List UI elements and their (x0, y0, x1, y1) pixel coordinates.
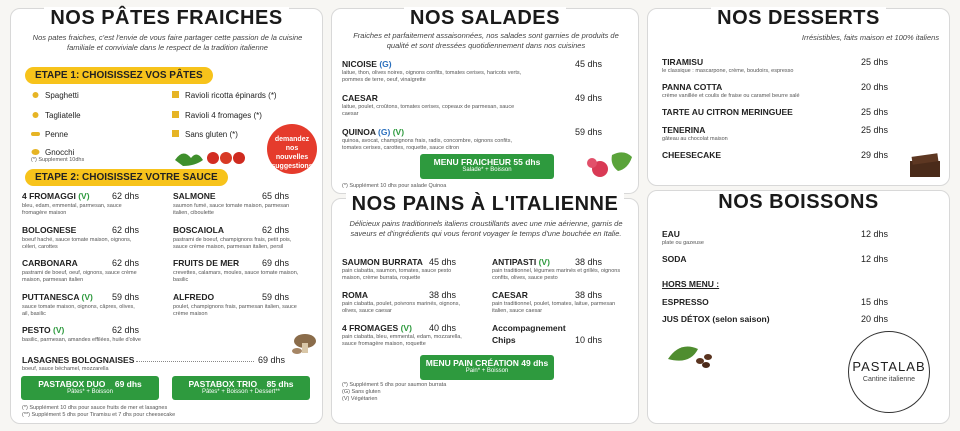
menu-item-price: 25 dhs (860, 107, 888, 117)
pates-supplement: (*) Supplement 10dhs (31, 157, 85, 163)
pains-note-1: (*) Supplément 5 dhs pour saumon burrata (342, 382, 447, 388)
menu-item-price: 49 dhs (574, 93, 602, 103)
menu-item-name: ANTIPASTI (V) (492, 257, 550, 267)
diet-tag: (V) (398, 323, 412, 333)
menu-item-name: ALFREDO (173, 291, 215, 302)
pastalab-logo (848, 331, 930, 413)
boissons-title: NOS BOISSONS (648, 191, 949, 214)
menu-item-desc: crème vanillée et coulis de fraise ou caramel beurre salé (662, 93, 800, 99)
menu-item-price: 38 dhs (574, 290, 602, 300)
diet-tag: (G) (375, 127, 393, 137)
pains-note-3: (V) Végétarien (342, 396, 378, 402)
menu-item-price: 15 dhs (860, 297, 888, 307)
pastabox-duo-sub: Pâtes* + Boisson (67, 389, 113, 395)
desserts-panel (647, 8, 950, 186)
pasta-item: Ravioli 4 fromages (*) (185, 111, 262, 120)
menu-item-name: ESPRESSO (662, 297, 709, 307)
pastabox-trio (172, 376, 310, 400)
menu-item-price: 20 dhs (860, 314, 888, 324)
lasagnes-name: LASAGNES BOLOGNAISES (22, 355, 135, 365)
desserts-intro: Irrésistibles, faits maison et 100% italiens (801, 33, 940, 42)
tomatoes-image (173, 146, 253, 168)
menu-item-name: TARTE AU CITRON MERINGUEE (662, 107, 793, 117)
menu-item-price: 59 dhs (261, 291, 289, 302)
menu-item-name: QUINOA (G) (V) (342, 127, 405, 137)
menu-item-name: CAESAR (492, 290, 528, 300)
pains-note-2: (G) Sans gluten (342, 389, 381, 395)
menu-item-price: 12 dhs (860, 229, 888, 239)
menu-item-desc: pain ciabatta, bleu, emmental, edam, mozzarella, sauce fromagère maison, roquette (342, 334, 462, 347)
menu-item-desc: quinoa, avocat, champignons frais, radis, concombre, oignons confits, tomates cerises, carottes, roquette, sauce citron (342, 138, 512, 151)
diet-tag: (G) (376, 59, 392, 69)
menu-item-price: 69 dhs (261, 258, 289, 268)
menu-fraicheur (420, 154, 554, 179)
menu-item-name: JUS DÉTOX (selon saison) (662, 314, 770, 324)
menu-item-price: 62 dhs (111, 258, 139, 268)
menu-item-desc: poulet, champignons frais, parmesan italien, sauce crème maison (173, 303, 297, 317)
menu-item-price: 62 dhs (111, 191, 139, 201)
menu-item-name: CAESAR (342, 93, 378, 103)
menu-item-name: PUTTANESCA (V) (22, 291, 93, 302)
chips-price: 10 dhs (574, 335, 602, 345)
menu-item-name: TENERINA (662, 125, 706, 135)
pasta-icon (31, 148, 40, 156)
menu-item-price: 38 dhs (428, 290, 456, 300)
chocolate-image (906, 147, 946, 181)
pasta-icon (31, 130, 40, 138)
pasta-icon (171, 91, 180, 99)
menu-item-price: 29 dhs (860, 150, 888, 160)
menu-item-name: SAUMON BURRATA (342, 257, 423, 267)
salades-title: NOS SALADES (332, 7, 638, 30)
menu-item-name: 4 FROMAGGI (V) (22, 191, 90, 201)
menu-item-price: 65 dhs (261, 191, 289, 201)
menu-fraicheur-sub: Salade* + Boisson (462, 167, 512, 173)
pates-note-2: (**) Supplément 5 dhs pour Tiramisu et 7 dhs pour cheesecake (22, 412, 176, 418)
lasagnes-price: 69 dhs (257, 355, 285, 365)
pastabox-trio-title: PASTABOX TRIO (188, 379, 258, 389)
menu-item-price: 59 dhs (574, 127, 602, 137)
pains-title: NOS PAINS À L'ITALIENNE (332, 193, 638, 216)
menu-item-price: 25 dhs (860, 57, 888, 67)
pasta-item: Sans gluten (*) (185, 130, 238, 139)
menu-item-name: BOLOGNESE (22, 224, 77, 235)
hors-menu-label: HORS MENU : (662, 279, 720, 289)
radish-image (584, 149, 636, 181)
menu-item-desc: pain traditionnel, légumes marinés et grillés, oignons confits, olives, sauce pesto (492, 268, 621, 281)
pates-intro: Nos pates fraiches, c'est l'envie de vous faire partager cette passion de la cuisine familiale et conviviale dans le respect de la tradition italienne (32, 33, 303, 52)
menu-item-name: CHEESECAKE (662, 150, 722, 160)
menu-item-name: CARBONARA (22, 258, 78, 268)
pasta-item: Penne (45, 130, 69, 139)
menu-item-price: 20 dhs (860, 82, 888, 92)
pastabox-duo-title: PASTABOX DUO (38, 379, 106, 389)
pasta-item: Ravioli ricotta épinards (*) (185, 91, 277, 100)
menu-item-name: SODA (662, 254, 687, 264)
menu-item-name: TIRAMISU (662, 57, 704, 67)
desserts-title: NOS DESSERTS (648, 7, 949, 30)
menu-item-price: 40 dhs (428, 323, 456, 333)
menu-item-price: 45 dhs (428, 257, 456, 267)
pasta-icon (31, 91, 40, 99)
logo-name: PASTALAB (852, 359, 926, 374)
step1-label: ETAPE 1: CHOISISSEZ VOS PÂTES (25, 67, 213, 84)
accompagnement-name: Accompagnement (492, 323, 566, 333)
menu-item-name: ROMA (342, 290, 368, 300)
pasta-icon (171, 111, 180, 119)
menu-item-price: 12 dhs (860, 254, 888, 264)
menu-item-desc: laitue, poulet, croûtons, tomates cerises, copeaux de parmesan, sauce caesar (342, 104, 515, 117)
salades-panel (331, 8, 639, 194)
menu-item-desc: crevettes, calamars, moules, sauce tomate maison, basilic (173, 270, 299, 283)
coffee-leaf-image (664, 339, 720, 373)
menu-item-desc: pastrami de boeuf, champignons frais, petit pois, sauce crème maison, parmesan italien, persil (173, 236, 292, 250)
diet-tag: (V) (50, 325, 65, 335)
menu-item-desc: sauce tomate maison, oignons, câpres, olives, ail, basilic (22, 303, 135, 317)
menu-item-price: 62 dhs (261, 224, 289, 235)
lasagnes-divider (136, 361, 254, 362)
menu-item-desc: le classique : mascarpone, crème, boudoirs, espresso (662, 68, 794, 74)
pastabox-trio-sub: Pâtes* + Boisson + Dessert** (201, 389, 281, 395)
logo-tagline: Cantine italienne (862, 376, 916, 383)
menu-item-desc: laitue, thon, olives noires, oignons confits, tomates cerises, haricots verts, pommes de terre, oeuf, vinaigrette (342, 70, 522, 83)
salades-note: (*) Supplément 10 dhs pour salade Quinoa (342, 183, 447, 189)
menu-item-desc: boeuf haché, sauce tomate maison, oignons, céleri, carottes (22, 236, 132, 250)
menu-item-desc: basilic, parmesan, amandes effilées, huile d'olive (22, 337, 141, 343)
pastabox-trio-price: 85 dhs (266, 379, 294, 389)
menu-item-price: 45 dhs (574, 59, 602, 69)
pains-intro: Délicieux pains traditionnels italiens croustillants avec une mie aérienne, garnis de saveurs et d'ingrédients qui vous feront voyager le temps d'une bouchée en Italie. (349, 219, 623, 238)
menu-item-desc: pain ciabatta, saumon, tomates, sauce pesto maison, crème burrata, roquette (342, 268, 452, 281)
menu-item-desc: pastrami de boeuf, oeuf, oignons, sauce crème maison, parmesan italien (22, 270, 137, 283)
menu-pain-creation (420, 355, 554, 380)
suggestions-badge: demandez nos nouvelles suggestions (267, 124, 317, 174)
diet-tag: (V) (536, 257, 550, 267)
menu-item-price: 62 dhs (111, 325, 139, 335)
menu-item-price: 59 dhs (111, 291, 139, 302)
pasta-item: Gnocchi (45, 148, 75, 157)
pastabox-duo-price: 69 dhs (114, 379, 142, 389)
menu-item-desc: saumon fumé, sauce tomate maison, parmesan italien, ciboulette (173, 203, 290, 216)
menu-item-name: NICOISE (G) (342, 59, 392, 69)
pasta-item: Spaghetti (45, 91, 79, 100)
menu-item-desc: pain traditionnel, poulet, tomates, laitue, parmesan italien, sauce caesar (492, 301, 616, 314)
menu-item-desc: pain ciabatta, poulet, poivrons marinés, oignons, olives, sauce caesar (342, 301, 461, 314)
menu-pain-title: MENU PAIN CRÉATION 49 dhs (425, 358, 549, 368)
pates-panel (10, 8, 323, 424)
menu-item-name: SALMONE (173, 191, 216, 201)
menu-item-desc: gâteau au chocolat maison (662, 136, 728, 142)
pates-note-1: (*) Supplément 10 dhs pour sauce fruits de mer et lasagnes (22, 405, 168, 411)
step2-label: ETAPE 2: CHOISISSEZ VOTRE SAUCE (25, 169, 228, 186)
pains-panel (331, 193, 639, 424)
menu-item-name: 4 FROMAGES (V) (342, 323, 412, 333)
diet-tag: (V) (79, 291, 93, 302)
menu-item-name: FRUITS DE MER (173, 258, 240, 268)
pasta-item: Tagliatelle (45, 111, 81, 120)
pastabox-duo (21, 376, 159, 400)
menu-fraicheur-title: MENU FRAICHEUR 55 dhs (433, 157, 541, 167)
pasta-icon (171, 130, 180, 138)
boissons-panel (647, 190, 950, 424)
lasagnes-desc: boeuf, sauce béchamel, mozzarella (22, 366, 109, 372)
menu-item-name: BOSCAIOLA (173, 224, 224, 235)
menu-item-desc: bleu, edam, emmental, parmesan, sauce fromagère maison (22, 203, 122, 216)
menu-item-name: EAU (662, 229, 680, 239)
menu-item-name: PESTO (V) (22, 325, 65, 335)
diet-tag: (V) (75, 191, 90, 201)
menu-item-price: 25 dhs (860, 125, 888, 135)
menu-item-price: 38 dhs (574, 257, 602, 267)
mushroom-image (291, 329, 319, 357)
pasta-icon (31, 111, 40, 119)
menu-item-price: 62 dhs (111, 224, 139, 235)
salades-intro: Fraiches et parfaitement assaisonnées, nos salades sont garnies de produits de qualité et sont dressées quotidiennement dans nos cuisines (353, 31, 619, 50)
menu-item-desc: plate ou gazeuse (662, 240, 704, 246)
chips-name: Chips (492, 335, 516, 345)
pates-title: NOS PÂTES FRAICHES (11, 7, 322, 30)
menu-pain-sub: Pain* + Boisson (465, 368, 509, 374)
menu-item-name: PANNA COTTA (662, 82, 723, 92)
